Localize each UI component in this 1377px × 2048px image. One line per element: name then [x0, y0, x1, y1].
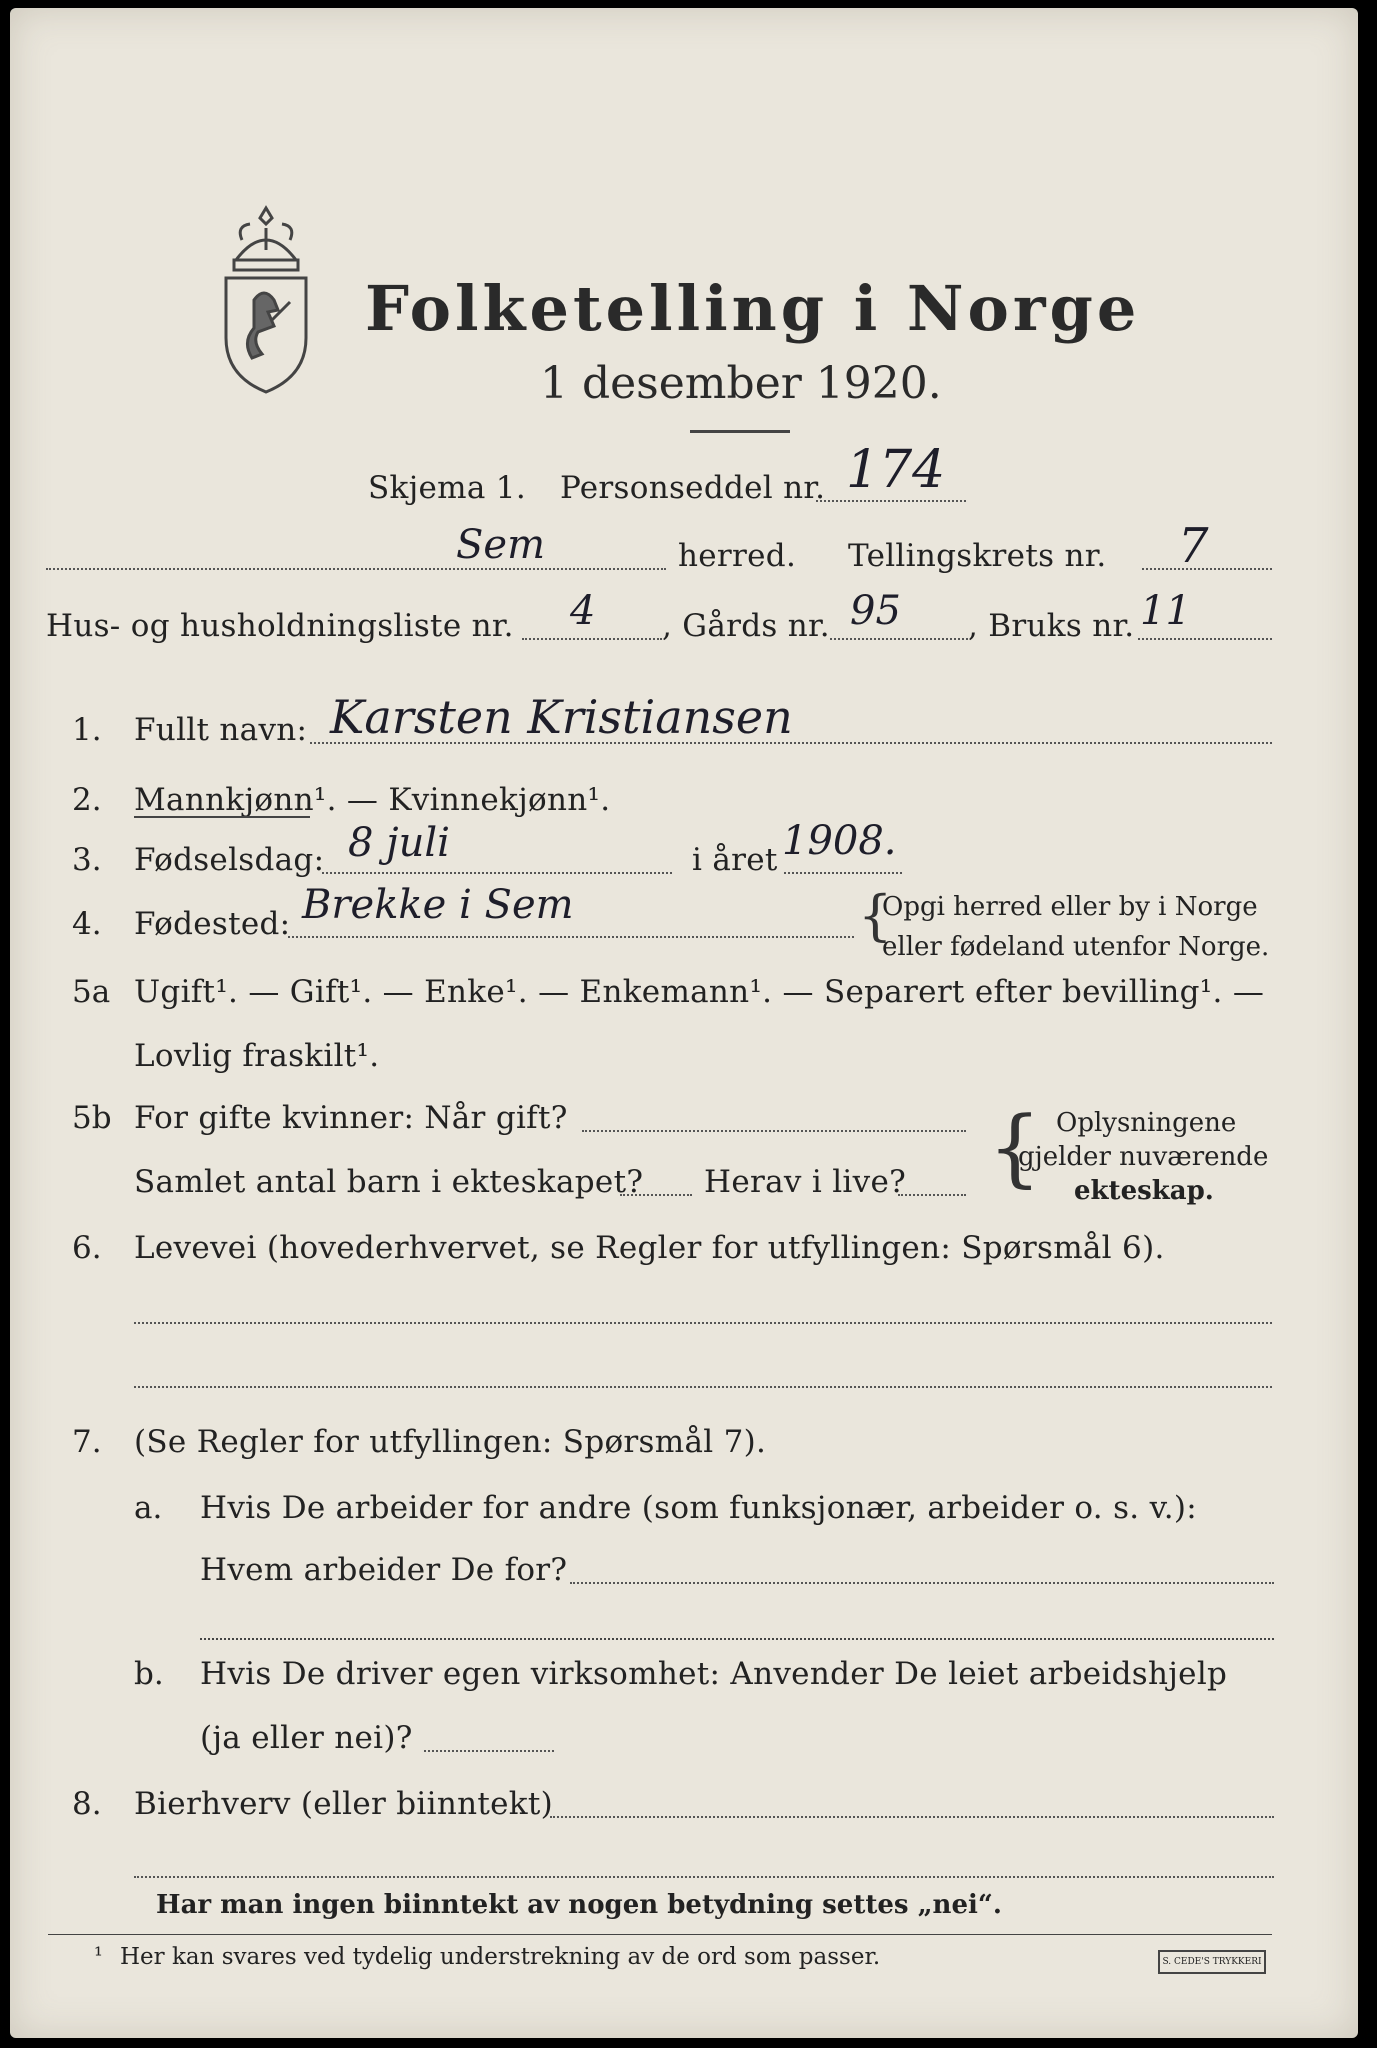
- title-divider: [690, 430, 790, 433]
- q5b-brace: {: [988, 1098, 1042, 1196]
- birthday-field[interactable]: 8 juli: [348, 820, 450, 866]
- q4-note-1: Opgi herred eller by i Norge: [882, 892, 1258, 922]
- q7a-line-1: Hvis De arbeider for andre (som funksjonær, arbeider o. s. v.):: [200, 1490, 1198, 1526]
- hus-label: Hus- og husholdningsliste nr.: [46, 608, 514, 644]
- q7b-letter: b.: [134, 1656, 164, 1692]
- q7-number: 7.: [72, 1424, 102, 1460]
- employer-field-2[interactable]: [200, 1638, 1274, 1640]
- q7b-line-2: (ja eller nei)?: [200, 1720, 413, 1756]
- q4-label: Fødested:: [134, 906, 291, 942]
- occupation-field-1[interactable]: [134, 1322, 1272, 1324]
- q1-number: 1.: [72, 712, 102, 748]
- q3-label: Fødselsdag:: [134, 842, 325, 878]
- coat-of-arms-icon: [206, 200, 326, 400]
- birthday-field-line: [322, 872, 672, 874]
- bruks-field[interactable]: 11: [1140, 588, 1191, 634]
- herred-label: herred.: [678, 538, 797, 574]
- personseddel-label: Personseddel nr.: [560, 470, 826, 506]
- tellingskrets-label: Tellingskrets nr.: [848, 538, 1107, 574]
- q7b-line-1: Hvis De driver egen virksomhet: Anvender De leiet arbeidshjelp: [200, 1656, 1228, 1692]
- q6-number: 6.: [72, 1230, 102, 1266]
- q7-label: (Se Regler for utfyllingen: Spørsmål 7).: [134, 1424, 767, 1460]
- q5b-alive-label: Herav i live?: [704, 1164, 907, 1200]
- hired-help-field[interactable]: [424, 1750, 554, 1752]
- q4-number: 4.: [72, 906, 102, 942]
- q5b-children-label: Samlet antal barn i ekteskapet?: [134, 1164, 644, 1200]
- skjema-label: Skjema 1.: [368, 470, 526, 506]
- year-label: i året: [692, 842, 778, 878]
- census-form-page: [10, 8, 1358, 2038]
- herred-field[interactable]: Sem: [456, 522, 546, 568]
- q2-number: 2.: [72, 782, 102, 818]
- side-income-field-2[interactable]: [134, 1876, 1274, 1878]
- footnote-text: Her kan svares ved tydelig understrekning av de ord som passer.: [120, 1944, 881, 1970]
- q5b-number: 5b: [72, 1100, 112, 1136]
- year-field-line: [784, 872, 902, 874]
- marital-status-options-2[interactable]: Lovlig fraskilt¹.: [134, 1038, 380, 1074]
- hus-field-line: [522, 638, 662, 640]
- q4-brace: {: [858, 884, 893, 947]
- personseddel-field[interactable]: 174: [846, 440, 946, 500]
- hus-field[interactable]: 4: [570, 588, 596, 634]
- q6-label: Levevei (hovederhvervet, se Regler for utfyllingen: Spørsmål 6).: [134, 1230, 1165, 1266]
- gards-field[interactable]: 95: [850, 588, 901, 634]
- census-date: 1 desember 1920.: [540, 358, 942, 409]
- gards-field-line: [830, 638, 968, 640]
- footnote-divider: [48, 1934, 1272, 1935]
- marital-status-options[interactable]: Ugift¹. — Gift¹. — Enke¹. — Enkemann¹. — Separert efter bevilling¹. —: [134, 974, 1265, 1010]
- q5b-line-1: For gifte kvinner: Når gift?: [134, 1100, 568, 1136]
- gards-label: , Gårds nr.: [662, 608, 830, 644]
- q7a-line-2: Hvem arbeider De for?: [200, 1552, 568, 1588]
- q8-label: Bierhverv (eller biinntekt): [134, 1786, 554, 1822]
- birth-year-field[interactable]: 1908.: [782, 818, 897, 864]
- q3-number: 3.: [72, 842, 102, 878]
- bruks-field-line: [1138, 638, 1272, 640]
- bruks-label: , Bruks nr.: [968, 608, 1135, 644]
- personseddel-field-line: [816, 500, 966, 502]
- q8-number: 8.: [72, 1786, 102, 1822]
- tellingskrets-field[interactable]: 7: [1178, 518, 1209, 574]
- occupation-field-2[interactable]: [134, 1386, 1272, 1388]
- q5a-number: 5a: [72, 974, 111, 1010]
- herred-field-line: [46, 568, 666, 570]
- q7a-letter: a.: [134, 1490, 163, 1526]
- printer-stamp: S. CEDE'S TRYKKERI: [1158, 1950, 1266, 1974]
- q8-note: Har man ingen biinntekt av nogen betydning settes „nei“.: [156, 1890, 1002, 1920]
- side-income-field-1[interactable]: [550, 1816, 1274, 1818]
- q1-label: Fullt navn:: [134, 712, 308, 748]
- q5b-note-3: ekteskap.: [1074, 1176, 1214, 1206]
- q5b-note-2: gjelder nuværende: [1018, 1142, 1269, 1172]
- q4-note-2: eller fødeland utenfor Norge.: [882, 932, 1270, 962]
- employer-field-1[interactable]: [570, 1582, 1274, 1584]
- full-name-field[interactable]: Karsten Kristiansen: [330, 690, 793, 744]
- form-title: Folketelling i Norge: [365, 272, 1141, 345]
- mannkjonn-underline: [134, 816, 310, 818]
- footnote-mark: ¹: [94, 1944, 103, 1969]
- birthplace-field-line: [288, 936, 854, 938]
- when-married-field[interactable]: [582, 1130, 966, 1132]
- birthplace-field[interactable]: Brekke i Sem: [302, 882, 574, 928]
- q5b-note-1: Oplysningene: [1056, 1108, 1237, 1138]
- gender-options[interactable]: Mannkjønn¹. — Kvinnekjønn¹.: [134, 782, 611, 818]
- children-alive-field[interactable]: [898, 1194, 966, 1196]
- children-total-field[interactable]: [620, 1194, 692, 1196]
